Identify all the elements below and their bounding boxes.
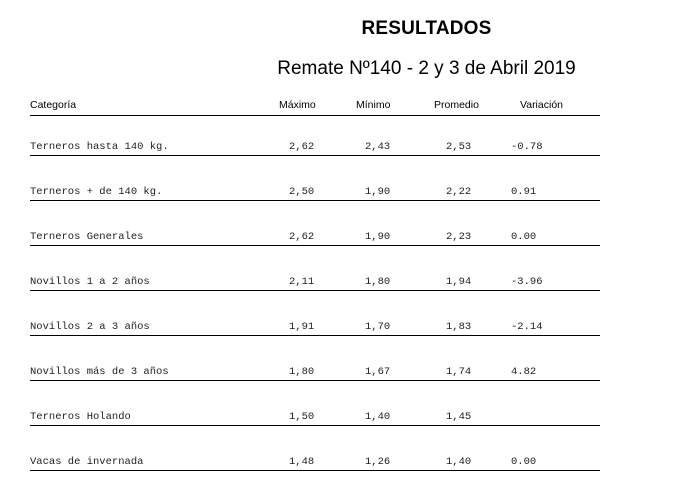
- cell-minimo: 1,80: [365, 276, 391, 288]
- cell-categoria: Vacas de invernada: [30, 456, 144, 468]
- table-header: [30, 99, 600, 116]
- cell-minimo: 1,90: [365, 186, 391, 198]
- cell-promedio: 1,83: [446, 321, 472, 333]
- cell-maximo: 2,62: [289, 231, 315, 243]
- cell-minimo: 1,40: [365, 411, 391, 423]
- cell-promedio: 2,22: [446, 186, 472, 198]
- cell-minimo: 1,70: [365, 321, 391, 333]
- header-variacion: Variación: [520, 99, 563, 111]
- cell-categoria: Terneros hasta 140 kg.: [30, 141, 169, 153]
- cell-minimo: 1,90: [365, 231, 391, 243]
- table-row: [30, 321, 600, 336]
- cell-maximo: 1,50: [289, 411, 315, 423]
- cell-maximo: 2,50: [289, 186, 315, 198]
- cell-categoria: Terneros Generales: [30, 231, 144, 243]
- table-row: [30, 276, 600, 291]
- cell-variacion: 0.00: [511, 456, 537, 468]
- cell-minimo: 2,43: [365, 141, 391, 153]
- cell-variacion: -2.14: [511, 321, 543, 333]
- cell-categoria: Novillos más de 3 años: [30, 366, 169, 378]
- cell-categoria: Novillos 2 a 3 años: [30, 321, 150, 333]
- cell-variacion: 0.00: [511, 231, 537, 243]
- header-minimo: Mínimo: [356, 99, 391, 111]
- cell-maximo: 1,80: [289, 366, 315, 378]
- table-row: [30, 456, 600, 471]
- header-promedio: Promedio: [434, 99, 479, 111]
- header-categoria: Categoría: [30, 99, 77, 111]
- header-maximo: Máximo: [279, 99, 316, 111]
- cell-minimo: 1,67: [365, 366, 391, 378]
- cell-maximo: 1,48: [289, 456, 315, 468]
- cell-variacion: 4.82: [511, 366, 537, 378]
- table-row: [30, 186, 600, 201]
- cell-promedio: 2,23: [446, 231, 472, 243]
- table-row: [30, 231, 600, 246]
- cell-categoria: Terneros + de 140 kg.: [30, 186, 163, 198]
- cell-promedio: 1,40: [446, 456, 472, 468]
- cell-minimo: 1,26: [365, 456, 391, 468]
- table-row: [30, 141, 600, 156]
- cell-promedio: 2,53: [446, 141, 472, 153]
- page-title: RESULTADOS: [361, 18, 492, 39]
- cell-maximo: 2,11: [289, 276, 315, 288]
- page-subtitle: Remate Nº140 - 2 y 3 de Abril 2019: [277, 58, 576, 79]
- cell-variacion: -0.78: [511, 141, 543, 153]
- table-row: [30, 366, 600, 381]
- cell-categoria: Terneros Holando: [30, 411, 131, 423]
- cell-promedio: 1,94: [446, 276, 472, 288]
- cell-maximo: 1,91: [289, 321, 315, 333]
- cell-categoria: Novillos 1 a 2 años: [30, 276, 150, 288]
- table-row: [30, 411, 600, 426]
- cell-variacion: -3.96: [511, 276, 543, 288]
- cell-variacion: 0.91: [511, 186, 537, 198]
- cell-promedio: 1,74: [446, 366, 472, 378]
- cell-maximo: 2,62: [289, 141, 315, 153]
- cell-promedio: 1,45: [446, 411, 472, 423]
